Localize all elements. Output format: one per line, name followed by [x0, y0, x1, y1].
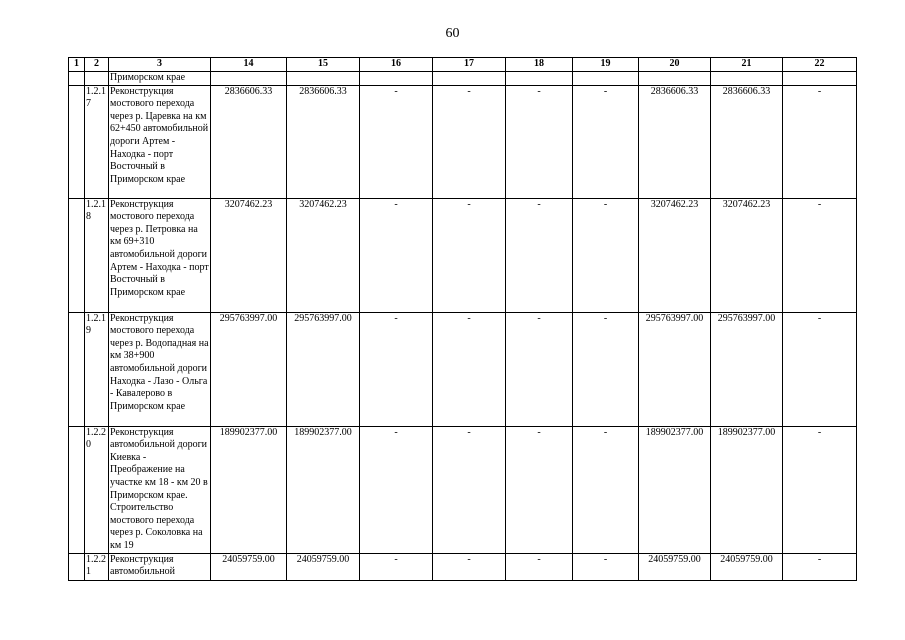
value-cell: 24059759.00 — [711, 553, 783, 580]
header-cell: 16 — [360, 58, 433, 72]
value-cell: - — [506, 426, 573, 553]
value-cell: - — [573, 553, 639, 580]
value-cell: - — [433, 198, 506, 312]
value-cell: 3207462.23 — [287, 198, 360, 312]
value-cell: - — [360, 85, 433, 198]
header-cell: 20 — [639, 58, 711, 72]
table-row — [69, 198, 857, 312]
empty-cell — [711, 72, 783, 86]
value-cell: - — [433, 85, 506, 198]
empty-cell — [287, 72, 360, 86]
value-cell: - — [433, 426, 506, 553]
value-cell: 24059759.00 — [639, 553, 711, 580]
value-cell: - — [573, 85, 639, 198]
value-cell: 189902377.00 — [711, 426, 783, 553]
table-row — [69, 85, 857, 198]
value-cell: - — [573, 312, 639, 426]
value-cell: - — [506, 198, 573, 312]
value-cell: - — [433, 312, 506, 426]
empty-cell — [69, 426, 85, 553]
value-cell: 2836606.33 — [211, 85, 287, 198]
code-cell: 1.2.18 — [85, 198, 109, 312]
value-cell: - — [573, 198, 639, 312]
value-cell: - — [360, 312, 433, 426]
value-cell: - — [433, 553, 506, 580]
continuation-row — [69, 72, 857, 86]
name-cell: Реконструкция мостового перехода через р. Водопадная на км 38+900 автомобильной дороги Находка - Лазо - Ольга - Кавалерово в Приморском крае — [109, 312, 211, 426]
name-cell: Реконструкция мостового перехода через р. Петровка на км 69+310 автомобильной дороги Артем - Находка - порт Восточный в Приморском крае — [109, 198, 211, 312]
value-cell: 189902377.00 — [287, 426, 360, 553]
header-cell: 19 — [573, 58, 639, 72]
value-cell: - — [783, 85, 857, 198]
name-cell: Реконструкция автомобильной дороги Киевка - Преображение на участке км 18 - км 20 в Приморском крае. Строительство мостового перехода через р. Соколовка на км 19 — [109, 426, 211, 553]
code-cell: 1.2.21 — [85, 553, 109, 580]
value-cell: - — [360, 553, 433, 580]
empty-cell — [360, 72, 433, 86]
value-cell: - — [783, 198, 857, 312]
value-cell: 2836606.33 — [711, 85, 783, 198]
value-cell: - — [506, 312, 573, 426]
empty-cell — [639, 72, 711, 86]
value-cell: 24059759.00 — [211, 553, 287, 580]
value-cell: 3207462.23 — [211, 198, 287, 312]
header-cell: 18 — [506, 58, 573, 72]
header-cell: 17 — [433, 58, 506, 72]
value-cell: 295763997.00 — [211, 312, 287, 426]
name-cell: Реконструкция автомобильной — [109, 553, 211, 580]
value-cell: - — [506, 85, 573, 198]
header-cell: 21 — [711, 58, 783, 72]
header-cell: 14 — [211, 58, 287, 72]
value-cell: 2836606.33 — [287, 85, 360, 198]
empty-cell — [69, 198, 85, 312]
value-cell: - — [783, 426, 857, 553]
code-cell: 1.2.20 — [85, 426, 109, 553]
value-cell: - — [506, 553, 573, 580]
empty-cell — [69, 553, 85, 580]
empty-cell — [69, 312, 85, 426]
header-row — [69, 58, 857, 72]
table-row — [69, 426, 857, 553]
table-row — [69, 312, 857, 426]
header-cell: 15 — [287, 58, 360, 72]
value-cell: 24059759.00 — [287, 553, 360, 580]
code-cell: 1.2.19 — [85, 312, 109, 426]
value-cell: 295763997.00 — [287, 312, 360, 426]
value-cell: - — [360, 198, 433, 312]
header-cell: 22 — [783, 58, 857, 72]
value-cell: 2836606.33 — [639, 85, 711, 198]
value-cell: 295763997.00 — [711, 312, 783, 426]
header-cell: 2 — [85, 58, 109, 72]
header-cell: 1 — [69, 58, 85, 72]
value-cell: - — [573, 426, 639, 553]
empty-cell — [573, 72, 639, 86]
table-row — [69, 553, 857, 580]
empty-cell — [433, 72, 506, 86]
empty-cell — [211, 72, 287, 86]
empty-cell — [85, 72, 109, 86]
name-cell: Приморском крае — [109, 72, 211, 86]
value-cell: 3207462.23 — [639, 198, 711, 312]
empty-cell — [783, 72, 857, 86]
empty-cell — [506, 72, 573, 86]
value-cell: 295763997.00 — [639, 312, 711, 426]
value-cell: - — [783, 553, 857, 580]
budget-table — [68, 57, 857, 581]
header-cell: 3 — [109, 58, 211, 72]
empty-cell — [69, 85, 85, 198]
value-cell: 3207462.23 — [711, 198, 783, 312]
code-cell: 1.2.17 — [85, 85, 109, 198]
value-cell: 189902377.00 — [211, 426, 287, 553]
value-cell: - — [783, 312, 857, 426]
page-number: 60 — [445, 26, 460, 41]
name-cell: Реконструкция мостового перехода через р. Царевка на км 62+450 автомобильной дороги Артем - Находка - порт Восточный в Приморском крае — [109, 85, 211, 198]
empty-cell — [69, 72, 85, 86]
value-cell: 189902377.00 — [639, 426, 711, 553]
value-cell: - — [360, 426, 433, 553]
